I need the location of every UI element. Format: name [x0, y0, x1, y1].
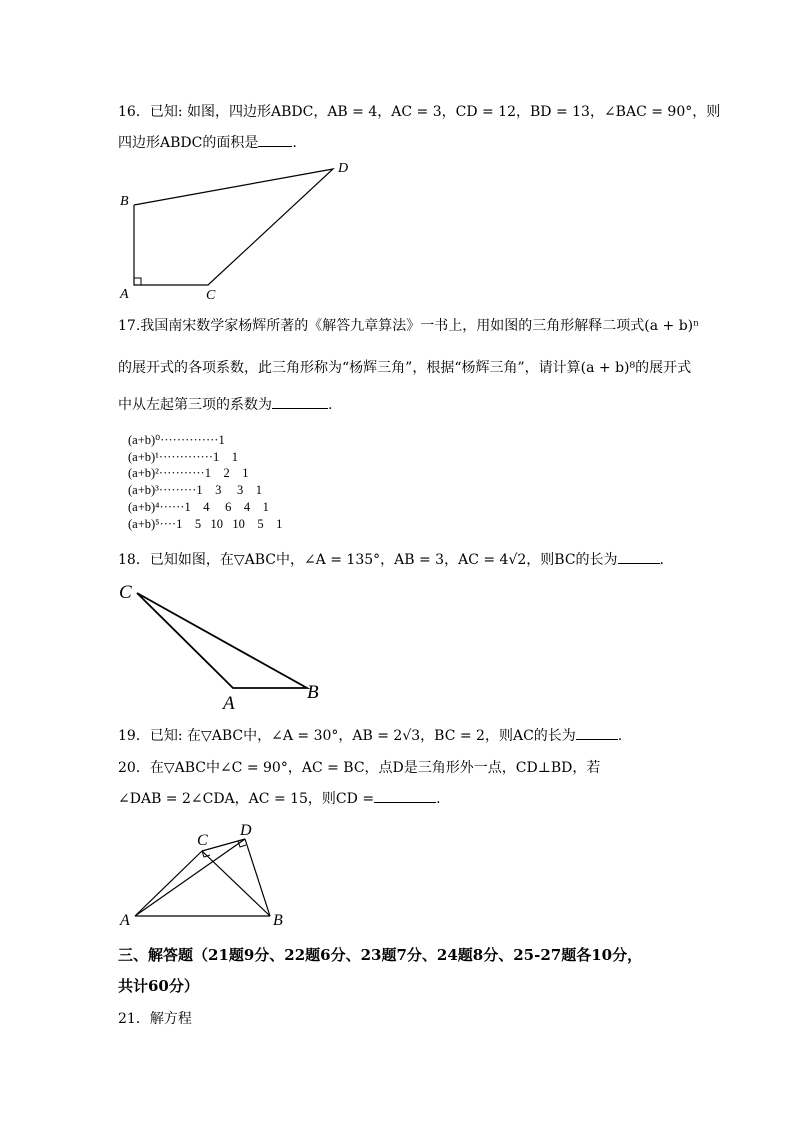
q18-line1-text: 18．已知如图，在▽ABC中，∠A = 135°，AB = 3，AC = 4√2，则BC的长为 — [118, 552, 618, 568]
q20-line2-text: ∠DAB = 2∠CDA，AC = 15，则CD = — [118, 791, 375, 807]
q19-line1-end: . — [617, 728, 623, 744]
yanghui-row-1: (a+b)¹·············1 1 — [128, 450, 239, 464]
answer-blank-18 — [618, 551, 660, 564]
q18-line1-end: . — [659, 552, 664, 568]
q18-label-c: C — [119, 582, 132, 603]
q18-label-a: A — [223, 693, 235, 714]
q18-line1 — [118, 551, 664, 569]
q16-label-c: C — [206, 288, 216, 303]
yanghui-row-4: (a+b)⁴······1 4 6 4 1 — [128, 500, 269, 514]
q16-label-b: B — [120, 194, 129, 209]
answer-blank-19 — [576, 727, 618, 740]
q16-label-a: A — [120, 287, 129, 302]
q19-line1-text: 19．已知: 在▽ABC中，∠A = 30°，AB = 2√3，BC = 2，则AC的长为 — [118, 728, 576, 744]
q20-label-b: B — [273, 912, 283, 929]
yanghui-row-5: (a+b)⁵····1 5 10 10 5 1 — [128, 517, 283, 531]
q21-line1: 21．解方程 — [118, 1011, 192, 1027]
q20-line2 — [118, 790, 441, 808]
q16-figure — [110, 155, 370, 305]
answer-blank-16 — [258, 134, 292, 147]
q18-figure — [115, 578, 335, 713]
q17-line3 — [118, 396, 332, 414]
q20-figure — [115, 820, 295, 930]
section3-heading-line2: 共计60分） — [118, 977, 199, 995]
section3-heading-line1: 三、解答题（21题9分、22题6分、23题7分、24题8分、25-27题各10分， — [118, 946, 643, 964]
q16-label-d: D — [338, 161, 349, 176]
yanghui-row-0: (a+b)⁰··············1 — [128, 433, 225, 447]
q20-label-a: A — [120, 912, 130, 929]
q16-line2-end: . — [292, 135, 297, 151]
q16-line1: 16．已知: 如图，四边形ABDC，AB = 4，AC = 3，CD = 12，BD = 13，∠BAC = 90°，则 — [118, 104, 721, 120]
q20-label-d: D — [240, 822, 252, 839]
q17-line3-end: . — [328, 397, 333, 413]
q17-line1: 17.我国南宋数学家杨辉所著的《解答九章算法》一书上，用如图的三角形解释二项式(a + b)ⁿ — [118, 318, 700, 334]
q17-line2: 的展开式的各项系数，此三角形称为“杨辉三角”，根据“杨辉三角”，请计算(a + b)⁸的展开式 — [118, 360, 692, 376]
q19-line1 — [118, 727, 622, 745]
yanghui-row-2: (a+b)²···········1 2 1 — [128, 466, 249, 480]
answer-blank-20 — [374, 790, 436, 803]
q16-line2 — [118, 134, 297, 152]
q20-line2-end: . — [436, 791, 441, 807]
q17-line3-text: 中从左起第三项的系数为 — [118, 397, 272, 413]
q20-label-c: C — [197, 832, 208, 849]
yanghui-row-3: (a+b)³·········1 3 3 1 — [128, 483, 263, 497]
answer-blank-17 — [272, 396, 328, 409]
q18-label-b: B — [307, 682, 319, 703]
q20-line1: 20．在▽ABC中∠C = 90°，AC = BC，点D是三角形外一点，CD⊥BD，若 — [118, 760, 601, 776]
q16-line2-text: 四边形ABDC的面积是 — [118, 135, 259, 151]
